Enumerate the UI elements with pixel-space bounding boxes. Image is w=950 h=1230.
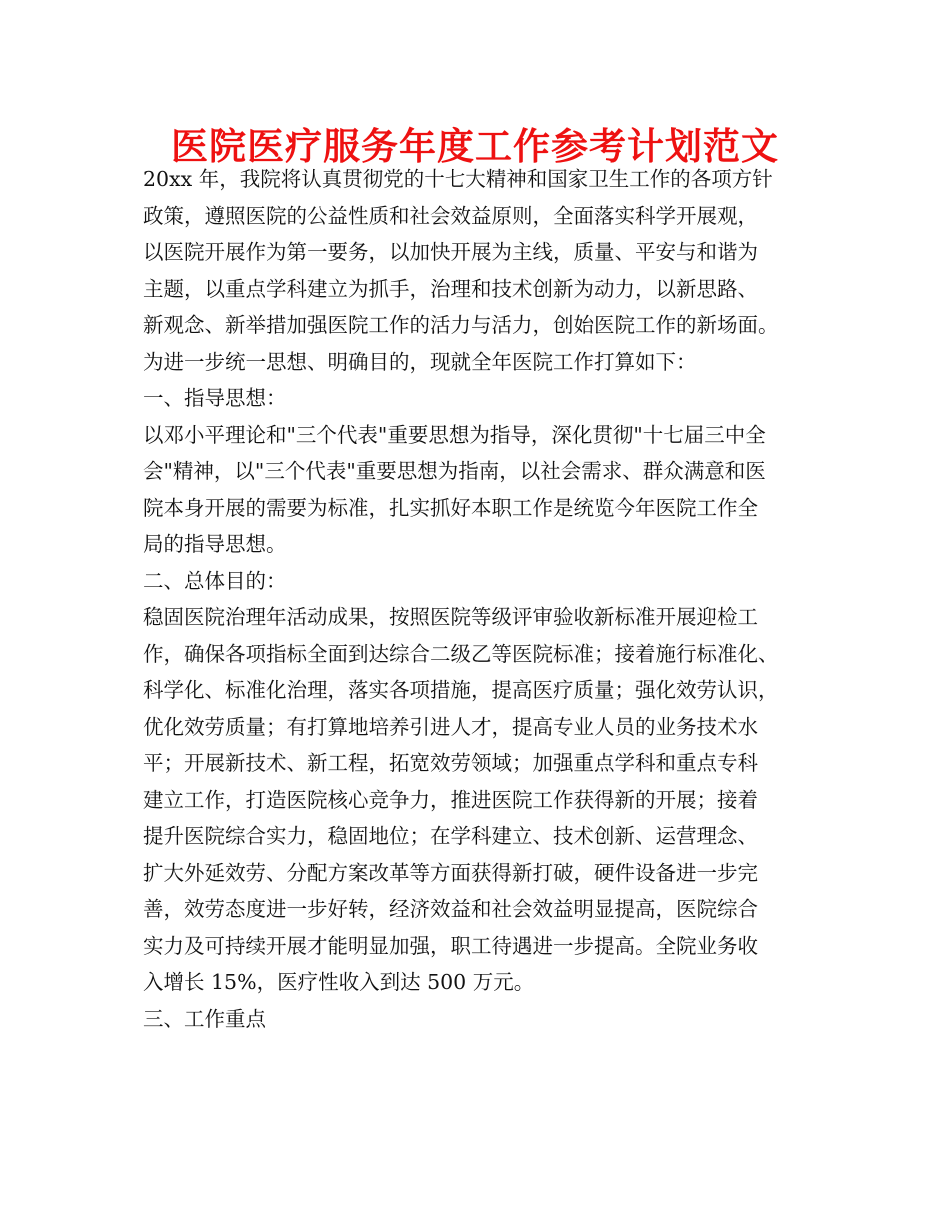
section-heading: 三、工作重点 [143, 1006, 266, 1031]
text-line: 稳固医院治理年活动成果，按照医院等级评审验收新标准开展迎检工 [143, 605, 758, 629]
section-heading: 一、指导思想： [143, 386, 287, 410]
document-body [143, 161, 833, 1037]
text-line: 入增长 15%，医疗性收入到达 500 万元。 [143, 970, 535, 994]
text-line: 实力及可持续开展才能明显加强，职工待遇进一步提高。全院业务收 [143, 933, 758, 958]
text-line: 优化效劳质量；有打算地培养引进人才，提高专业人员的业务技术水 [143, 714, 758, 739]
text-line: 会"精神，以"三个代表"重要思想为指南，以社会需求、群众满意和医 [143, 459, 766, 483]
text-line: 提升医院综合实力，稳固地位；在学科建立、技术创新、运营理念、 [143, 824, 758, 848]
text-line: 政策，遵照医院的公益性质和社会效益原则，全面落实科学开展观， [143, 203, 758, 228]
text-line: 新观念、新举措加强医院工作的活力与活力，创始医院工作的新场面。 [143, 313, 779, 337]
section-heading: 二、总体目的： [143, 568, 287, 593]
text-line: 以医院开展作为第一要务，以加快开展为主线，质量、平安与和谐为 [143, 240, 758, 264]
text-line: 以邓小平理论和"三个代表"重要思想为指导，深化贯彻"十七届三中全 [143, 422, 766, 447]
text-line: 平；开展新技术、新工程，拓宽效劳领域；加强重点学科和重点专科 [143, 751, 758, 775]
text-line: 作，确保各项指标全面到达综合二级乙等医院标准；接着施行标准化、 [143, 641, 779, 666]
text-line: 善，效劳态度进一步好转，经济效益和社会效益明显提高，医院综合 [143, 897, 758, 921]
text-line: 局的指导思想。 [143, 532, 287, 556]
text-line: 扩大外延效劳、分配方案改革等方面获得新打破，硬件设备进一步完 [143, 860, 758, 885]
text-line: 科学化、标准化治理，落实各项措施，提高医疗质量；强化效劳认识， [143, 678, 779, 702]
document-title: 医院医疗服务年度工作参考计划范文 [171, 125, 779, 168]
text-line: 为进一步统一思想、明确目的，现就全年医院工作打算如下： [143, 349, 697, 374]
text-line: 主题，以重点学科建立为抓手，治理和技术创新为动力，以新思路、 [143, 276, 758, 301]
text-line: 院本身开展的需要为标准，扎实抓好本职工作是统览今年医院工作全 [143, 495, 758, 520]
text-line: 建立工作，打造医院核心竞争力，推进医院工作获得新的开展；接着 [143, 787, 758, 812]
text-line: 20xx 年，我院将认真贯彻党的十七大精神和国家卫生工作的各项方针 [143, 167, 773, 191]
